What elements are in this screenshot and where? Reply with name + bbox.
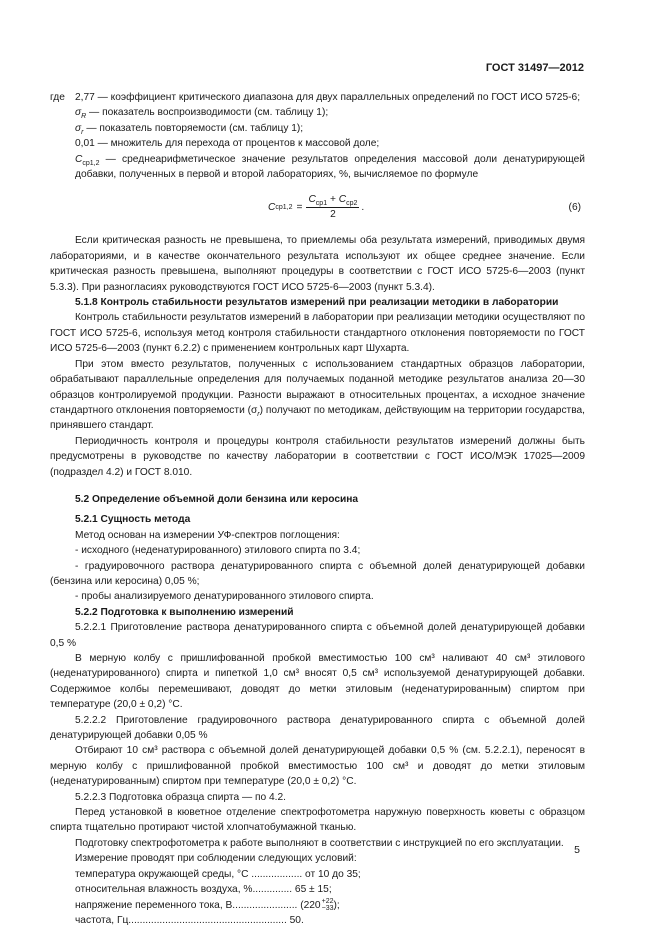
heading-5-2-2-3: 5.2.2.3 Подготовка образца спирта — по 4.2.	[75, 791, 286, 803]
sigma-r-definition: $\sigma_r$ — показатель повторяемости (см. таблицу 1);	[75, 122, 304, 136]
list-item-2: - градуировочного раствора денатурированного спирта с объемной долей денатурирующей добавки (бензина или керосина) 0,05 %;	[50, 560, 585, 587]
paragraph-aliquot: Отбирают 10 см³ раствора с объемной долей денатурирующей добавки 0,5 % (см. 5.2.2.1), переносят в мерную колбу с пришлифованной пробкой вместимостью 100 см³ и доводят до метки этиловым (неденатурированным) спиртом при температуре (20,0 ± 0,2) °С.	[50, 745, 585, 788]
paragraph-spectrophotometer: Подготовку спектрофотометра к работе выполняют в соответствии с инструкцией по его эксплуатации.	[75, 837, 564, 849]
paragraph-critical-difference: Если критическая разность не превышена, то приемлемы оба результата измерений, приводимых двумя лабораториями, и в качестве окончательного результата используют их общее среднее значение. Если критическая разность превышена, выполняют процедуры в соответствии с ГОСТ ИСО 5725-6—2003 (пункт 5.3.3). При разногласиях руководствуются ГОСТ ИСО 5725-6—2003 (пункт 5.3.4).	[50, 235, 585, 293]
paragraph-samples: При этом вместо результатов, полученных с использованием стандартных образцов лаборатории, обрабатывают параллельные определения для получаемых поданной методике результатов анализа 20—30 образцов контролируемой продукции. Разности выражают в относительных процентах, а исходное значение стандартного отклонения повторяемости $(\sigma_r)$ получают по методикам, действующим на территории государства, принявшего стандарт.	[50, 358, 585, 432]
formula-fraction	[306, 193, 359, 222]
where-k-row	[50, 90, 585, 105]
paragraph-cuvette: Перед установкой в кюветное отделение спектрофотометра наружную поверхность кюветы с образцом спирта тщательно протирают чистой хлопчатобумажной тканью.	[50, 807, 585, 834]
formula-number: (6)	[568, 202, 581, 214]
paragraph-conditions: Измерение проводят при соблюдении следующих условий:	[75, 853, 357, 865]
heading-5-2-2: 5.2.2 Подготовка к выполнению измерений	[75, 606, 294, 618]
definition-list	[50, 105, 585, 182]
condition-voltage: напряжение переменного тока, В....................... (220 +22 −33 );	[75, 897, 340, 912]
formula-expression: C ср1,2 = $\frac{C_{ср1} + C_{ср2}}{2}$ .	[268, 194, 365, 221]
document-body	[50, 90, 585, 928]
sigma-R-definition: $\sigma_R$ — показатель воспроизводимости (см. таблицу 1);	[75, 107, 329, 121]
formula-numerator: $C_{ср1} + C_{ср2}$	[308, 194, 358, 208]
heading-5-2-2-1: 5.2.2.1 Приготовление раствора денатурированного спирта с объемной долей денатурирующей добавки 0,5 %	[50, 622, 585, 649]
heading-5-1-8: 5.1.8 Контроль стабильности результатов измерений при реализации методики в лаборатории	[75, 297, 559, 309]
condition-temperature: температура окружающей среды, °С .................. от 10 до 35;	[75, 868, 361, 880]
paragraph-method: Метод основан на измерении УФ-спектров поглощения:	[75, 529, 340, 541]
list-item-3: - пробы анализируемого денатурированного этилового спирта.	[75, 591, 374, 603]
condition-frequency: частота, Гц........................................................ 50.	[75, 914, 304, 926]
paragraph-periodicity: Периодичность контроля и процедуры контроля стабильности результатов измерений должны быть предусмотрены в руководстве по качеству лаборатории в соответствии с ГОСТ ИСО/МЭК 17025—2009 (подраздел 4.2) и ГОСТ 8.010.	[50, 435, 585, 478]
ccp-definition: $C_{ср1,2}$ — среднеарифметическое значение результатов определения массовой доли денатурирующей добавки, полученных в первой и второй лабораториях, %, вычисляемое по формуле	[75, 153, 585, 181]
paragraph-control: Контроль стабильности результатов измерений в лаборатории при реализации методики осуществляют по ГОСТ ИСО 5725-6, используя метод контроля стабильности стандартного отклонения повторяемости по ГОСТ ИСО 5725-6—2003 (пункт 6.2.2) с применением контрольных карт Шухарта.	[50, 312, 585, 355]
factor-definition: 0,01 — множитель для перехода от процентов к массовой доле;	[75, 138, 380, 150]
k-definition: 2,77 — коэффициент критического диапазона для двух параллельных определений по ГОСТ ИСО 5725-6;	[75, 92, 581, 103]
formula-denominator: 2	[330, 209, 336, 221]
condition-humidity: относительная влажность воздуха, %.............. 65 ± 15;	[75, 884, 332, 896]
paragraph-flask: В мерную колбу с пришлифованной пробкой вместимостью 100 см³ наливают 40 см³ этилового (неденатурированного) спирта и пипеткой 1,0 см³ вносят 0,5 см³ используемой денатурирующей добавки. Содержимое колбы перемешивают, доводят до метки этиловым (неденатурированным) спиртом при температуре (20,0 ± 0,2) °С.	[50, 653, 585, 711]
where-label: где	[50, 92, 65, 103]
heading-5-2-2-2: 5.2.2.2 Приготовление градуировочного раствора денатурированного спирта с объемной долей денатурирующей добавки 0,05 %	[50, 714, 585, 742]
page-number: 5	[574, 844, 580, 856]
heading-5-2-1: 5.2.1 Сущность метода	[75, 514, 191, 526]
heading-5-2: 5.2 Определение объемной доли бензина или керосина	[75, 493, 359, 505]
list-item-1: - исходного (неденатурированного) этилового спирта по 3.4;	[75, 545, 361, 557]
document-header: ГОСТ 31497—2012	[485, 62, 584, 74]
conditions-list	[50, 867, 585, 929]
formula-6	[50, 189, 585, 229]
